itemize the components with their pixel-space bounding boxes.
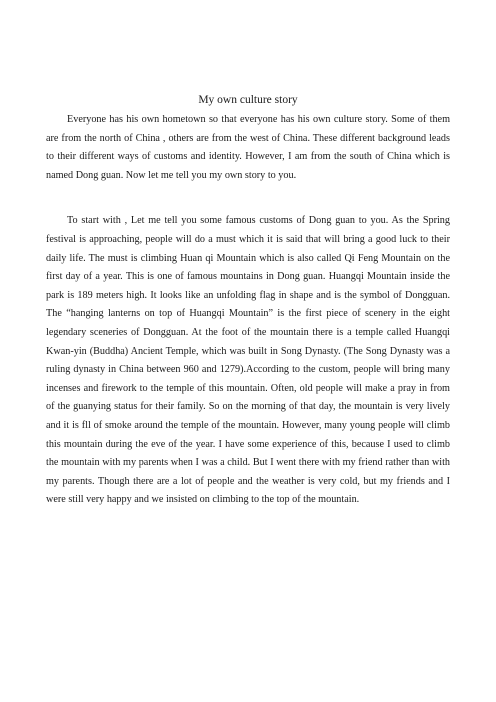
paragraph-customs: To start with , Let me tell you some famous customs of Dong guan to you. As the Spring festival is approaching, people will do a must which it is said that will bring a good luck to their daily life. The must is climbing Huan qi Mountain which is also called Qi Feng Mountain on the first day of a year. This is one of famous mountains in Dong guan. Huangqi Mountain inside the park is 189 meters high. It looks like an unfolding flag in shape and is the symbol of Dongguan. The “hanging lanterns on top of Huangqi Mountain” is the first piece of scenery in the eight legendary sceneries of Dongguan. At the foot of the mountain there is a temple called Huangqi Kwan-yin (Buddha) Ancient Temple, which was built in Song Dynasty. (The Song Dynasty was a ruling dynasty in China between 960 and 1279).According to the custom, people will bring many incenses and firework to the temple of this mountain. Often, old people will make a pray in from of the guanying status for their family. So on the morning of that day, the mountain is very lively and it is fll of smoke around the temple of the mountain. However, many young people will climb this mountain during the eve of the year. I have some experience of this, because I used to climb the mountain with my parents when I was a child. But I went there with my friend rather than with my parents. Though there are a lot of people and the weather is very cold, but my friends and I were still very happy and we insisted on climbing to the top of the mountain. xyxy=(46,215,450,506)
document-title: My own culture story xyxy=(198,94,298,106)
paragraph-spacer xyxy=(46,185,450,212)
document-page xyxy=(46,91,450,510)
paragraph-intro: Everyone has his own hometown so that everyone has his own culture story. Some of them are from the north of China , others are from the west of China. These different background leads to their different ways of customs and identity. However, I am from the south of China which is named Dong guan. Now let me tell you my own story to you. xyxy=(46,114,450,181)
